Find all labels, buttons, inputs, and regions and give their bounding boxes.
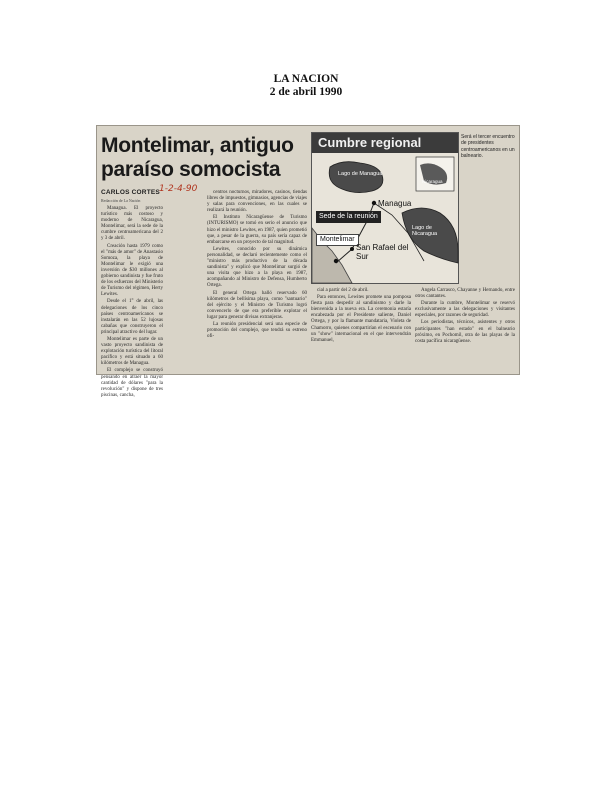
san-rafael-dot: [350, 247, 354, 251]
map-label-lake-nicaragua: Lago de Nicaragua: [412, 225, 438, 237]
paragraph: Managua. El proyecto turístico más costoso y moderno de Nicaragua, Montelimar, será la sede de la cumbre centroamericana del 2 y 3 de abril.: [101, 206, 163, 242]
paragraph: El general Ortega halló reservado 60 kilómetros de bellísima playa, como "santuario" del ejército y el Ministro de Turismo logró convencerlo de que era preferible explotar el lugar para generar divisas extranjeras.: [207, 290, 307, 320]
map-label-lake-managua: Lago de Managua: [338, 171, 383, 177]
paragraph: Lewites, conocido por su dinámica personalidad, se declaró recientemente como el "ministro más productivo de la década sandinista" y explicó que Montelimar surgió de una visita que hizo a la playa en 1987, acompañando al Ministro de Defensa, Humberto Ortega.: [207, 246, 307, 289]
paragraph: El Instituto Nicaragüense de Turismo (INTURISMO) se tomó en serio el anuncio que hizo el ministro Lewites, en 1987, quien prometió que, a pesar de la guerra, su país sería capaz de embarcarse en un proyecto de tal magnitud.: [207, 215, 307, 245]
article-column-2: [207, 190, 307, 372]
paragraph: La reunión presidencial será una especie de promoción del complejo, que tendrá su estreno ofi-: [207, 321, 307, 340]
article-headline: Montelimar, antiguo paraíso somocista: [101, 134, 294, 181]
newspaper-clipping: [96, 125, 520, 398]
paragraph: Angela Carrasco, Chayanne y Hernando, entre otros cantantes.: [415, 288, 515, 300]
article-credit: Redacción de La Nación: [101, 198, 141, 203]
paragraph: cial a partir del 2 de abril.: [317, 288, 369, 293]
paragraph: centros nocturnos, miradores, casinos, tiendas libres de impuestos, gimnasios, agencias de viajes y salas para convenciones, en las cuales se realizará la reunión.: [207, 190, 307, 214]
map-caption: Será el tercer encuentro de presidentes centroamericanos en un balneario.: [461, 134, 515, 160]
map-label-san-rafael: San Rafael del Sur: [356, 243, 409, 261]
paragraph: Durante la cumbre, Montelimar se reservó exclusivamente a las delegaciones y visitantes especiales, por razones de seguridad.: [415, 301, 515, 319]
paragraph: Los periodistas, técnicos, asistentes y otros participantes "han estado" en el balneario próximo, en Pochomil, otra de las playas de la costa pacífica nicaragüense.: [415, 320, 515, 344]
document-header: [0, 73, 612, 99]
paragraph: Para entonces, Lewites promete una pomposa fiesta para despedir al sandinismo y darle la bienvenida a la nueva era. La ceremonia estaría encabezada por el Presidente saliente, Daniel Ortega, y por la flamante mandataria, Violeta de Chamorro, quienes compartirían el escenario con un "show" internacional en el que intervendrán Emmanuel,: [311, 295, 411, 343]
article-column-3: [311, 288, 411, 372]
map-title: Cumbre regional: [312, 133, 458, 153]
paragraph: Creación hasta 1979 como el "más de amor" de Anastasio Somoza, la playa de Montelimar le exigió una inversión de $30 millones al gobierno sandinista y fue fruto de los esfuerzos del Ministerio de Turismo del régimen, Herty Lewites.: [101, 243, 163, 298]
paragraph: Desde el 1° de abril, las delegaciones de los cinco países centroamericanos se instalarán en las 52 lujosas cabañas que construyeron el principal atractivo del lugar.: [101, 299, 163, 335]
article-column-1: [101, 206, 163, 398]
publication-date: 2 de abril 1990: [269, 86, 343, 98]
map-label-inset: Nicaragua: [422, 179, 443, 184]
region-map: [311, 132, 459, 284]
newspaper-name: LA NACION: [273, 73, 339, 85]
article-column-4: [415, 288, 515, 372]
lake-managua-shape: [329, 162, 383, 193]
map-label-managua: Managua: [378, 199, 412, 208]
managua-dot: [372, 201, 376, 205]
paragraph: Montelimar es parte de un vasto proyecto sandinista de explotación turística del litoral pacífico y está situado a 60 kilómetros de Managua.: [101, 336, 163, 367]
paragraph: El complejo se construyó pensando en atraer la mayor cantidad de dólares "para la revolución" y dispone de tres piscinas, cancha,: [101, 368, 163, 398]
article-byline: CARLOS CORTES: [101, 189, 160, 196]
montelimar-dot: [334, 259, 338, 263]
handwritten-date: 1-2-4-90: [159, 184, 198, 194]
map-label-montelimar: Montelimar: [316, 234, 359, 246]
map-label-sede: Sede de la reunión: [316, 211, 381, 223]
